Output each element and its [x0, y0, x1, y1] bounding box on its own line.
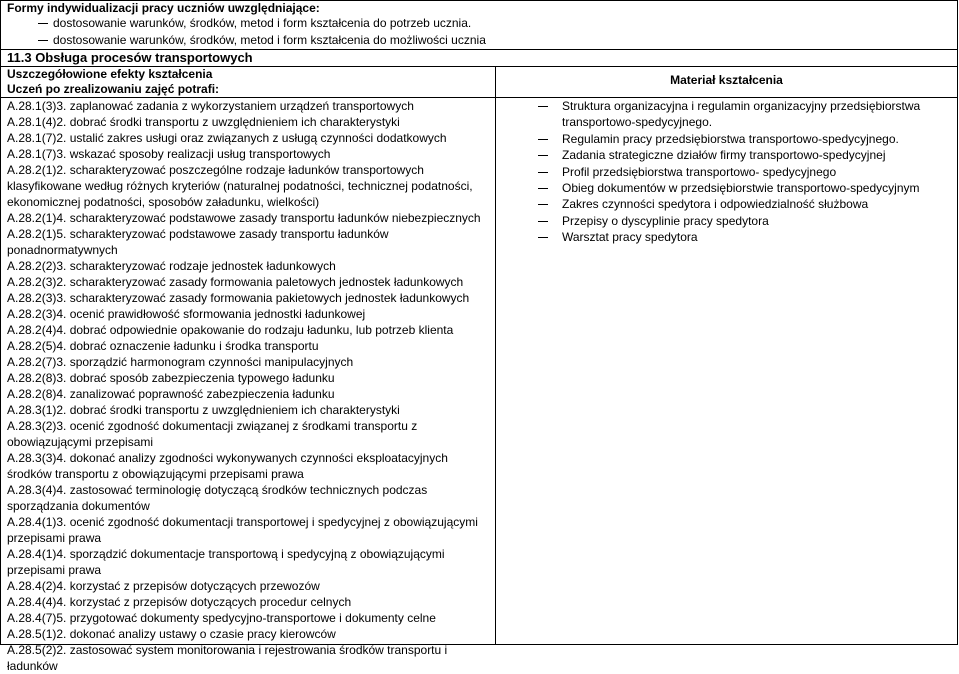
material-item-label: Struktura organizacyjna i regulamin organizacyjny przedsiębiorstwa — [562, 99, 921, 113]
effect-item: A.28.2(3)3. scharakteryzować zasady formowania pakietowych jednostek ładunkowych — [7, 291, 470, 305]
effect-item: A.28.5(1)2. dokonać analizy ustawy o czasie pracy kierowców — [7, 627, 336, 641]
effect-item: A.28.2(8)4. zanalizować poprawność zabezpieczenia ładunku — [7, 387, 335, 401]
effect-item: A.28.3(4)4. zastosować terminologię dotyczącą środków technicznych podczas sporządzania dokumentów — [7, 483, 428, 513]
effect-item: A.28.1(7)2. ustalić zakres usługi oraz związanych z usługą czynności dodatkowych — [7, 131, 447, 145]
material-item — [540, 229, 958, 245]
effect-item: A.28.4(7)5. przygotować dokumenty spedycyjno-transportowe i dokumenty celne — [7, 611, 436, 625]
effects-list — [7, 98, 493, 674]
effect-item: A.28.2(3)4. ocenić prawidłowość sformowania jednostki ładunkowej — [7, 307, 366, 321]
effect-item: A.28.2(5)4. dobrać oznaczenie ładunku i środka transportu — [7, 339, 319, 353]
bullet-dash-icon — [538, 237, 548, 238]
effect-item: A.28.2(2)3. scharakteryzować rodzaje jednostek ładunkowych — [7, 259, 336, 273]
bullet-dash-icon — [538, 188, 548, 189]
materials-list — [540, 98, 958, 246]
material-item — [540, 114, 958, 130]
effect-item: A.28.4(4)4. korzystać z przepisów dotyczących procedur celnych — [7, 595, 352, 609]
forms-item-1: dostosowanie warunków, środków, metod i form kształcenia do potrzeb ucznia. — [53, 16, 472, 30]
material-item-label: Warsztat pracy spedytora — [562, 230, 698, 245]
material-item — [540, 213, 958, 229]
effect-item: A.28.2(8)3. dobrać sposób zabezpieczenia typowego ładunku — [7, 371, 335, 385]
bullet-dash-icon — [38, 40, 48, 41]
effect-item: A.28.2(1)2. scharakteryzować poszczególne rodzaje ładunków transportowych klasyfikowane według różnych kryteriów (naturalnej podatności, technicznej podatności, ekonomicznej podatności, sposobów załadunku, wielkości) — [7, 163, 473, 209]
effects-label: Uszczegółowione efekty kształcenia — [7, 67, 213, 81]
material-item — [540, 164, 958, 180]
bullet-dash-icon — [538, 139, 548, 140]
effect-item: A.28.2(1)4. scharakteryzować podstawowe zasady transportu ładunków niebezpiecznych — [7, 211, 481, 225]
bullet-dash-icon — [38, 23, 48, 24]
effect-item: A.28.3(3)4. dokonać analizy zgodności wykonywanych czynności eksploatacyjnych środków transportu z obowiązującymi przepisami prawa — [7, 451, 448, 481]
effect-item: A.28.4(1)4. sporządzić dokumentacje transportową i spedycyjną z obowiązującymi przepisami prawa — [7, 547, 445, 577]
forms-heading: Formy indywidualizacji pracy uczniów uwzględniające: — [7, 1, 320, 15]
student-label: Uczeń po zrealizowaniu zajęć potrafi: — [7, 82, 220, 96]
effect-item: A.28.2(4)4. dobrać odpowiednie opakowanie do rodzaju ładunku, lub potrzeb klienta — [7, 323, 454, 337]
material-item-label: Zadania strategiczne działów firmy transportowo-spedycyjnej — [562, 148, 886, 163]
effect-item: A.28.4(2)4. korzystać z przepisów dotyczących przewozów — [7, 579, 320, 593]
material-item — [540, 98, 958, 114]
material-item-label: Obieg dokumentów w przedsiębiorstwie transportowo-spedycyjnym — [562, 181, 920, 196]
effect-item: A.28.4(1)3. ocenić zgodność dokumentacji transportowej i spedycyjnej z obowiązującymi przepisami prawa — [7, 515, 478, 545]
bullet-dash-icon — [538, 204, 548, 205]
bullet-dash-icon — [538, 221, 548, 222]
effect-item: A.28.1(7)3. wskazać sposoby realizacji usług transportowych — [7, 147, 331, 161]
bullet-dash-icon — [538, 106, 548, 107]
material-item-label: Zakres czynności spedytora i odpowiedzialność służbowa — [562, 197, 869, 212]
section-title: 11.3 Obsługa procesów transportowych — [7, 50, 253, 65]
effect-item: A.28.2(1)5. scharakteryzować podstawowe zasady transportu ładunków ponadnormatywnych — [7, 227, 389, 257]
materials-header: Materiał kształcenia — [670, 73, 783, 87]
effect-item: A.28.1(3)3. zaplanować zadania z wykorzystaniem urządzeń transportowych — [7, 99, 414, 113]
material-item — [540, 147, 958, 163]
bullet-dash-icon — [538, 155, 548, 156]
bullet-dash-icon — [538, 172, 548, 173]
material-item — [540, 131, 958, 147]
material-item — [540, 180, 958, 196]
material-item — [540, 196, 958, 212]
effect-item: A.28.3(1)2. dobrać środki transportu z uwzględnieniem ich charakterystyki — [7, 403, 400, 417]
forms-item-2: dostosowanie warunków, środków, metod i form kształcenia do możliwości ucznia — [53, 33, 486, 47]
effect-item: A.28.3(2)3. ocenić zgodność dokumentacji związanej z środkami transportu z obowiązującymi przepisami — [7, 419, 418, 449]
effect-item: A.28.1(4)2. dobrać środki transportu z uwzględnieniem ich charakterystyki — [7, 115, 400, 129]
effect-item: A.28.2(7)3. sporządzić harmonogram czynności manipulacyjnych — [7, 355, 354, 369]
material-item-label: Regulamin pracy przedsiębiorstwa transportowo-spedycyjnego. — [562, 131, 899, 146]
effect-item: A.28.5(2)2. zastosować system monitorowania i rejestrowania środków transportu i ładunków — [7, 643, 448, 673]
effect-item: A.28.2(3)2. scharakteryzować zasady formowania paletowych jednostek ładunkowych — [7, 275, 464, 289]
material-item-label: Profil przedsiębiorstwa transportowo- spedycyjnego — [562, 164, 837, 179]
material-item-label: transportowo-spedycyjnego. — [562, 115, 713, 130]
material-item-label: Przepisy o dyscyplinie pracy spedytora — [562, 213, 769, 228]
column-divider — [495, 66, 496, 645]
